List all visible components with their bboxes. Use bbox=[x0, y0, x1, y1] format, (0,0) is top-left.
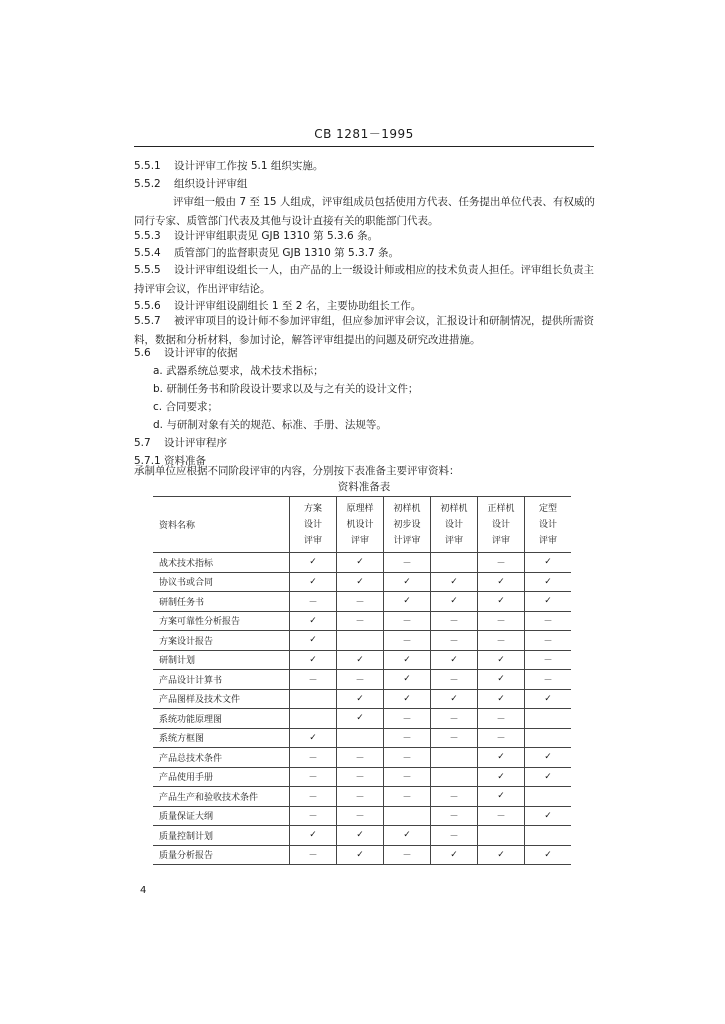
mark-cell: － bbox=[290, 806, 337, 826]
material-name-cell: 战术技术指标 bbox=[153, 553, 290, 573]
mark-cell: ✓ bbox=[290, 611, 337, 631]
clause-5-5-4 bbox=[134, 246, 399, 260]
mark-cell: ✓ bbox=[525, 806, 572, 826]
table-row bbox=[153, 572, 571, 592]
mark-cell: － bbox=[290, 767, 337, 787]
mark-cell: ✓ bbox=[384, 689, 431, 709]
mark-cell: － bbox=[525, 611, 572, 631]
clause-number: 5.6 bbox=[134, 347, 151, 359]
mark-cell: ✓ bbox=[431, 845, 478, 865]
header-line: 设计 bbox=[538, 519, 557, 530]
table-row bbox=[153, 826, 571, 846]
clause-text: 设计评审的依据 bbox=[164, 347, 238, 359]
mark-cell: ✓ bbox=[337, 845, 384, 865]
mark-cell: － bbox=[478, 806, 525, 826]
mark-cell bbox=[290, 689, 337, 709]
mark-cell: － bbox=[384, 845, 431, 865]
mark-cell: ✓ bbox=[525, 845, 572, 865]
column-header bbox=[431, 497, 478, 553]
mark-cell: － bbox=[384, 709, 431, 729]
mark-cell: － bbox=[525, 650, 572, 670]
mark-cell: ✓ bbox=[525, 748, 572, 768]
clause-text: 质管部门的监督职责见 GJB 1310 第 5.3.7 条。 bbox=[174, 247, 400, 259]
material-name-cell: 系统功能原理图 bbox=[153, 709, 290, 729]
mark-cell bbox=[525, 709, 572, 729]
paragraph-5-5-2: 评审组一般由 7 至 15 人组成，评审组成员包括使用方代表、任务提出单位代表、有权威的同行专家、质管部门代表及其他与设计直接有关的职能部门代表。 bbox=[134, 196, 595, 227]
material-name-cell: 质量分析报告 bbox=[153, 845, 290, 865]
material-name-cell: 方案可靠性分析报告 bbox=[153, 611, 290, 631]
mark-cell: － bbox=[384, 787, 431, 807]
mark-cell: ✓ bbox=[337, 689, 384, 709]
mark-cell bbox=[431, 767, 478, 787]
paragraph-5-7-1: 承制单位应根据不同阶段评审的内容，分别按下表准备主要评审资料： bbox=[134, 465, 460, 477]
column-header bbox=[525, 497, 572, 553]
mark-cell: ✓ bbox=[290, 728, 337, 748]
clause-number: 5.5.4 bbox=[134, 247, 161, 259]
mark-cell bbox=[525, 728, 572, 748]
material-name-cell: 研制任务书 bbox=[153, 592, 290, 612]
mark-cell: ✓ bbox=[525, 553, 572, 573]
header-line: 机设计 bbox=[346, 519, 374, 530]
mark-cell: ✓ bbox=[525, 592, 572, 612]
table-row bbox=[153, 650, 571, 670]
table-row bbox=[153, 767, 571, 787]
mark-cell: ✓ bbox=[290, 826, 337, 846]
mark-cell: － bbox=[290, 748, 337, 768]
clause-5-7 bbox=[134, 436, 227, 450]
material-name-cell: 产品总技术条件 bbox=[153, 748, 290, 768]
clause-number: 5.5.2 bbox=[134, 178, 161, 190]
header-line: 设计 bbox=[491, 519, 510, 530]
mark-cell: ✓ bbox=[337, 650, 384, 670]
clause-text: 设计评审工作按 5.1 组织实施。 bbox=[174, 160, 324, 172]
mark-cell: － bbox=[384, 767, 431, 787]
table-row bbox=[153, 787, 571, 807]
mark-cell: ✓ bbox=[431, 650, 478, 670]
table-row bbox=[153, 689, 571, 709]
mark-cell: － bbox=[431, 709, 478, 729]
mark-cell: － bbox=[478, 709, 525, 729]
header-line: 原理样 bbox=[346, 503, 374, 514]
mark-cell: ✓ bbox=[384, 592, 431, 612]
column-header bbox=[478, 497, 525, 553]
mark-cell: ✓ bbox=[384, 826, 431, 846]
table-header-row bbox=[153, 497, 571, 553]
mark-cell bbox=[337, 631, 384, 651]
mark-cell: ✓ bbox=[337, 553, 384, 573]
column-header bbox=[384, 497, 431, 553]
material-name-cell: 质量控制计划 bbox=[153, 826, 290, 846]
mark-cell: － bbox=[384, 631, 431, 651]
mark-cell: － bbox=[478, 631, 525, 651]
mark-cell bbox=[337, 728, 384, 748]
table-row bbox=[153, 728, 571, 748]
mark-cell: ✓ bbox=[525, 689, 572, 709]
mark-cell: － bbox=[431, 670, 478, 690]
mark-cell: － bbox=[384, 611, 431, 631]
basis-item-d: d. 与研制对象有关的规范、标准、手册、法规等。 bbox=[153, 419, 387, 431]
mark-cell: ✓ bbox=[431, 592, 478, 612]
mark-cell: ✓ bbox=[337, 826, 384, 846]
mark-cell: － bbox=[384, 728, 431, 748]
table-row bbox=[153, 611, 571, 631]
table-row bbox=[153, 748, 571, 768]
mark-cell: － bbox=[337, 611, 384, 631]
table-body bbox=[153, 553, 571, 865]
mark-cell: ✓ bbox=[337, 709, 384, 729]
header-line: 正样机 bbox=[487, 503, 515, 514]
column-header-name: 资料名称 bbox=[153, 497, 290, 553]
table-row bbox=[153, 806, 571, 826]
mark-cell: ✓ bbox=[478, 650, 525, 670]
clause-5-5-1 bbox=[134, 159, 323, 173]
table-row bbox=[153, 631, 571, 651]
header-line: 计评审 bbox=[393, 535, 421, 546]
page-number: 4 bbox=[140, 885, 147, 896]
mark-cell: － bbox=[337, 767, 384, 787]
mark-cell: － bbox=[290, 787, 337, 807]
header-line: 设计 bbox=[303, 519, 322, 530]
clause-5-6 bbox=[134, 346, 238, 360]
mark-cell bbox=[384, 806, 431, 826]
table-row bbox=[153, 553, 571, 573]
basis-item-b: b. 研制任务书和阶段设计要求以及与之有关的设计文件； bbox=[153, 383, 419, 395]
table-caption: 资料准备表 bbox=[337, 481, 391, 493]
header-line: 初样机 bbox=[440, 503, 468, 514]
mark-cell: － bbox=[431, 806, 478, 826]
mark-cell: － bbox=[431, 728, 478, 748]
material-name-cell: 质量保证大纲 bbox=[153, 806, 290, 826]
mark-cell: － bbox=[525, 670, 572, 690]
mark-cell: ✓ bbox=[290, 553, 337, 573]
clause-number: 5.5.3 bbox=[134, 230, 161, 242]
mark-cell: － bbox=[478, 728, 525, 748]
header-line: 定型 bbox=[538, 503, 557, 514]
clause-number: 5.5.1 bbox=[134, 160, 161, 172]
mark-cell: － bbox=[431, 611, 478, 631]
clause-text: 设计评审组设副组长 1 至 2 名，主要协助组长工作。 bbox=[174, 300, 422, 312]
mark-cell: － bbox=[478, 611, 525, 631]
material-name-cell: 研制计划 bbox=[153, 650, 290, 670]
header-line: 评审 bbox=[444, 535, 463, 546]
mark-cell: ✓ bbox=[478, 845, 525, 865]
header-line: 初步设 bbox=[393, 519, 421, 530]
paragraph-5-5-7 bbox=[134, 312, 600, 350]
paragraph-5-5-5 bbox=[134, 261, 600, 299]
mark-cell: － bbox=[337, 748, 384, 768]
mark-cell: ✓ bbox=[384, 670, 431, 690]
mark-cell: － bbox=[478, 553, 525, 573]
clause-5-5-2 bbox=[134, 177, 248, 191]
mark-cell: ✓ bbox=[290, 650, 337, 670]
header-line: 评审 bbox=[491, 535, 510, 546]
header-line: 初样机 bbox=[393, 503, 421, 514]
clause-number: 5.7 bbox=[134, 437, 151, 449]
mark-cell bbox=[290, 709, 337, 729]
mark-cell: ✓ bbox=[478, 689, 525, 709]
mark-cell: － bbox=[290, 670, 337, 690]
mark-cell: － bbox=[431, 787, 478, 807]
basis-item-a: a. 武器系统总要求，战术技术指标； bbox=[153, 365, 324, 377]
mark-cell: ✓ bbox=[525, 572, 572, 592]
material-name-cell: 系统方框图 bbox=[153, 728, 290, 748]
mark-cell: － bbox=[431, 631, 478, 651]
mark-cell: ✓ bbox=[478, 592, 525, 612]
mark-cell: ✓ bbox=[384, 650, 431, 670]
column-header bbox=[337, 497, 384, 553]
header-line: 评审 bbox=[303, 535, 322, 546]
mark-cell: ✓ bbox=[478, 572, 525, 592]
clause-text: 被评审项目的设计师不参加评审组，但应参加评审会议，汇报设计和研制情况，提供所需资料，数据和分析材料，参加讨论，解答评审组提出的问题及研究改进措施。 bbox=[134, 315, 594, 346]
materials-table bbox=[153, 496, 571, 865]
clause-text: 设计评审组职责见 GJB 1310 第 5.3.6 条。 bbox=[174, 230, 379, 242]
material-name-cell: 产品图样及技术文件 bbox=[153, 689, 290, 709]
table-row bbox=[153, 592, 571, 612]
header-line: 设计 bbox=[444, 519, 463, 530]
material-name-cell: 方案设计报告 bbox=[153, 631, 290, 651]
material-name-cell: 产品生产和验收技术条件 bbox=[153, 787, 290, 807]
mark-cell: ✓ bbox=[478, 748, 525, 768]
mark-cell: ✓ bbox=[478, 670, 525, 690]
mark-cell bbox=[525, 787, 572, 807]
mark-cell: ✓ bbox=[290, 572, 337, 592]
mark-cell: － bbox=[525, 631, 572, 651]
mark-cell: － bbox=[337, 592, 384, 612]
mark-cell bbox=[431, 553, 478, 573]
mark-cell: ✓ bbox=[431, 572, 478, 592]
mark-cell: ✓ bbox=[431, 689, 478, 709]
mark-cell: ✓ bbox=[478, 787, 525, 807]
material-name-cell: 产品使用手册 bbox=[153, 767, 290, 787]
mark-cell bbox=[431, 748, 478, 768]
mark-cell bbox=[478, 826, 525, 846]
mark-cell: － bbox=[337, 670, 384, 690]
column-header bbox=[290, 497, 337, 553]
clause-5-5-3 bbox=[134, 229, 378, 243]
clause-text: 设计评审程序 bbox=[164, 437, 227, 449]
header-line: 方案 bbox=[303, 503, 322, 514]
clause-number: 5.5.6 bbox=[134, 300, 161, 312]
material-name-cell: 协议书或合同 bbox=[153, 572, 290, 592]
mark-cell: － bbox=[337, 787, 384, 807]
mark-cell: － bbox=[384, 748, 431, 768]
mark-cell: － bbox=[337, 806, 384, 826]
mark-cell: － bbox=[290, 845, 337, 865]
mark-cell bbox=[525, 826, 572, 846]
clause-text: 资料准备 bbox=[164, 455, 206, 467]
header-line: 评审 bbox=[350, 535, 369, 546]
header-line: 评审 bbox=[538, 535, 557, 546]
mark-cell: ✓ bbox=[384, 572, 431, 592]
mark-cell: ✓ bbox=[525, 767, 572, 787]
clause-number: 5.7.1 bbox=[134, 455, 161, 467]
mark-cell: － bbox=[384, 553, 431, 573]
clause-text: 设计评审组设组长一人，由产品的上一级设计师或相应的技术负责人担任。评审组长负责主持评审会议，作出评审结论。 bbox=[134, 264, 594, 295]
table-row bbox=[153, 670, 571, 690]
clause-text: 组织设计评审组 bbox=[174, 178, 248, 190]
mark-cell: － bbox=[290, 592, 337, 612]
basis-item-c: c. 合同要求； bbox=[153, 401, 218, 413]
page-header: CB 1281－1995 bbox=[314, 127, 414, 141]
mark-cell: ✓ bbox=[290, 631, 337, 651]
clause-number: 5.5.7 bbox=[134, 315, 161, 327]
mark-cell: － bbox=[431, 826, 478, 846]
clause-5-5-6 bbox=[134, 299, 421, 313]
material-name-cell: 产品设计计算书 bbox=[153, 670, 290, 690]
mark-cell: ✓ bbox=[478, 767, 525, 787]
table-row bbox=[153, 709, 571, 729]
clause-number: 5.5.5 bbox=[134, 264, 161, 276]
mark-cell: ✓ bbox=[337, 572, 384, 592]
table-row bbox=[153, 845, 571, 865]
header-rule bbox=[134, 146, 594, 147]
